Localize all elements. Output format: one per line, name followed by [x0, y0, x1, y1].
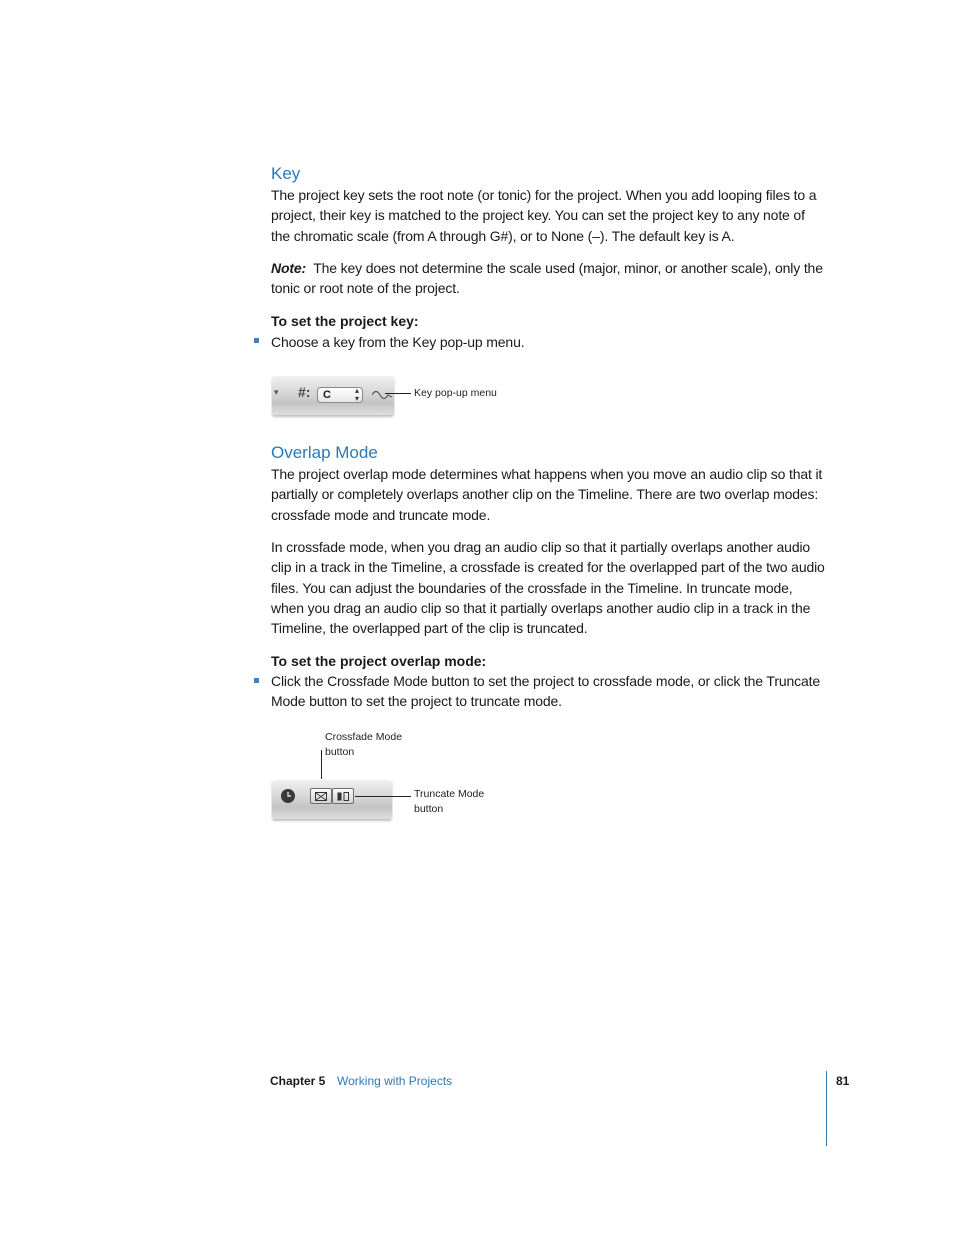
- key-popup-menu[interactable]: [317, 387, 363, 403]
- key-note: [271, 258, 827, 299]
- note-text: The key does not determine the scale used (major, minor, or another scale), only the tonic or root note of the project.: [271, 260, 823, 297]
- key-popup-value: C: [323, 389, 331, 401]
- chevron-down-icon: ▾: [274, 387, 279, 397]
- crossfade-icon: [315, 792, 327, 801]
- overlap-paragraph-2: In crossfade mode, when you drag an audio clip so that it partially overlaps another audio clip in a track in the Timeline, a crossfade is created for the overlapped part of the two audio files. You can adjust the boundaries of the crossfade in the Timeline. In truncate mode, when you drag an audio clip so that it partially overlaps another audio clip in a track in the Timeline, the overlapped part of the clip is truncated.: [271, 539, 825, 637]
- truncate-mode-button[interactable]: [332, 788, 354, 804]
- crossfade-callout-line-2: button: [325, 746, 355, 758]
- overlap-bullet-text: Click the Crossfade Mode button to set the project to crossfade mode, or click the Truncate Mode button to set the project to truncate mode.: [271, 673, 820, 710]
- updown-arrows-icon: ▴ ▾: [354, 386, 359, 403]
- key-task-title: To set the project key:: [271, 313, 419, 329]
- overlap-heading: Overlap Mode: [271, 443, 378, 462]
- truncate-callout-line: [355, 796, 411, 797]
- overlap-task-title: To set the project overlap mode:: [271, 653, 487, 669]
- crossfade-mode-button[interactable]: [310, 788, 332, 804]
- key-sharp-icon: #:: [298, 384, 311, 400]
- key-heading: Key: [271, 164, 301, 183]
- key-paragraph: The project key sets the root note (or tonic) for the project. When you add looping files to a project, their key is matched to the project key. You can set the project key to any note of the chromatic scale (from A through G#), or to None (–). The default key is A.: [271, 187, 817, 244]
- truncate-callout-label: [414, 787, 484, 817]
- waveform-icon: [372, 388, 392, 402]
- key-bullet-text: Choose a key from the Key pop-up menu.: [271, 334, 525, 350]
- footer-chapter: Chapter 5: [270, 1074, 326, 1088]
- bullet-marker: [254, 338, 259, 343]
- note-label: Note:: [271, 260, 307, 276]
- key-callout-label: Key pop-up menu: [414, 387, 497, 399]
- key-toolbar-image: [272, 375, 394, 415]
- bullet-marker: [254, 678, 259, 683]
- footer-rule: [826, 1071, 827, 1146]
- overlap-paragraph-1: The project overlap mode determines what happens when you move an audio clip so that it partially or completely overlaps another clip on the Timeline. There are two overlap modes: crossfade mode and truncate mode.: [271, 466, 823, 523]
- truncate-callout-line-1: Truncate Mode: [414, 788, 485, 800]
- crossfade-callout-label: [325, 730, 402, 760]
- crossfade-callout-line-1: Crossfade Mode: [325, 731, 403, 743]
- clock-icon: [280, 788, 296, 804]
- truncate-icon: [337, 792, 349, 801]
- key-callout-line: [385, 393, 411, 394]
- page-number: 81: [836, 1074, 850, 1088]
- truncate-callout-line-2: button: [414, 803, 444, 815]
- footer-chapter-title: Working with Projects: [337, 1074, 453, 1088]
- overlap-toolbar-image: [272, 779, 392, 819]
